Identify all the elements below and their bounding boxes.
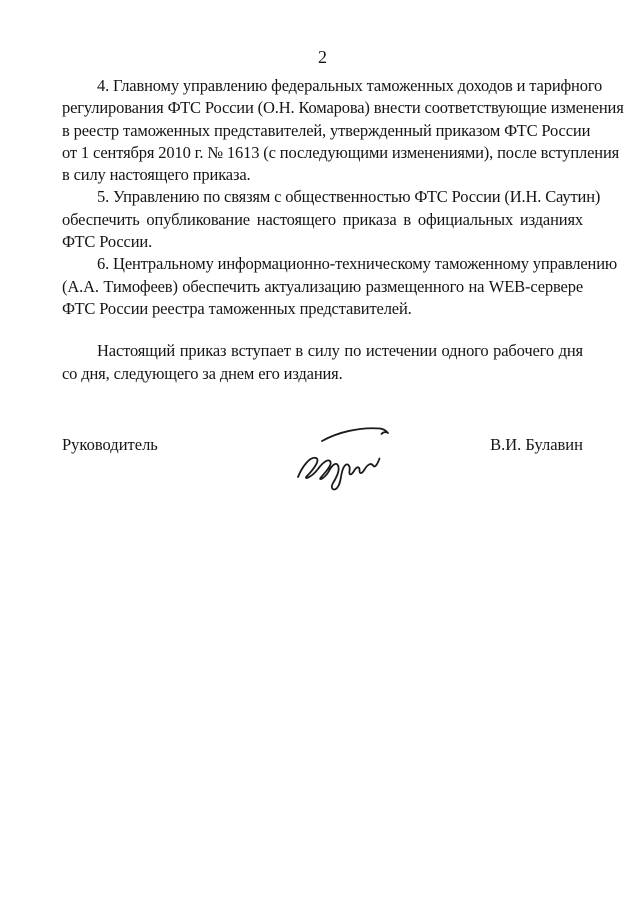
text-line: обеспечить опубликование настоящего приказа в официальных изданиях <box>62 209 583 229</box>
paragraph <box>62 186 601 253</box>
text-line: ФТС России. <box>62 232 153 252</box>
text-line: 4. Главному управлению федеральных таможенных доходов и тарифного <box>97 76 603 95</box>
signatory-title: Руководитель <box>62 435 158 454</box>
text-line: в реестр таможенных представителей, утвержденный приказом ФТС России <box>62 120 591 140</box>
signatory-name: В.И. Булавин <box>490 435 583 454</box>
text-line: в силу настоящего приказа. <box>62 165 251 185</box>
document-body <box>62 75 624 385</box>
text-line: 5. Управлению по связям с общественностью ФТС России (И.Н. Саутин) <box>97 187 601 207</box>
text-line: от 1 сентября 2010 г. № 1613 (с последующими изменениями), после вступления <box>62 142 620 162</box>
text-line: регулирования ФТС России (О.Н. Комарова) внести соответствующие изменения <box>62 98 624 118</box>
text-line: ФТС России реестра таможенных представителей. <box>62 298 412 318</box>
page-number: 2 <box>318 47 327 67</box>
signature-block <box>62 434 583 494</box>
text-line: Настоящий приказ вступает в силу по истечении одного рабочего дня <box>97 341 583 361</box>
text-line: (А.А. Тимофеев) обеспечить актуализацию размещенного на WEB-сервере <box>62 276 583 296</box>
paragraph <box>62 340 583 385</box>
paragraph <box>62 75 624 186</box>
text-line: со дня, следующего за днем его издания. <box>62 363 343 383</box>
paragraph <box>62 253 618 320</box>
text-line: 6. Центральному информационно-техническому таможенному управлению <box>97 254 618 274</box>
signature-autograph-icon <box>292 420 392 494</box>
